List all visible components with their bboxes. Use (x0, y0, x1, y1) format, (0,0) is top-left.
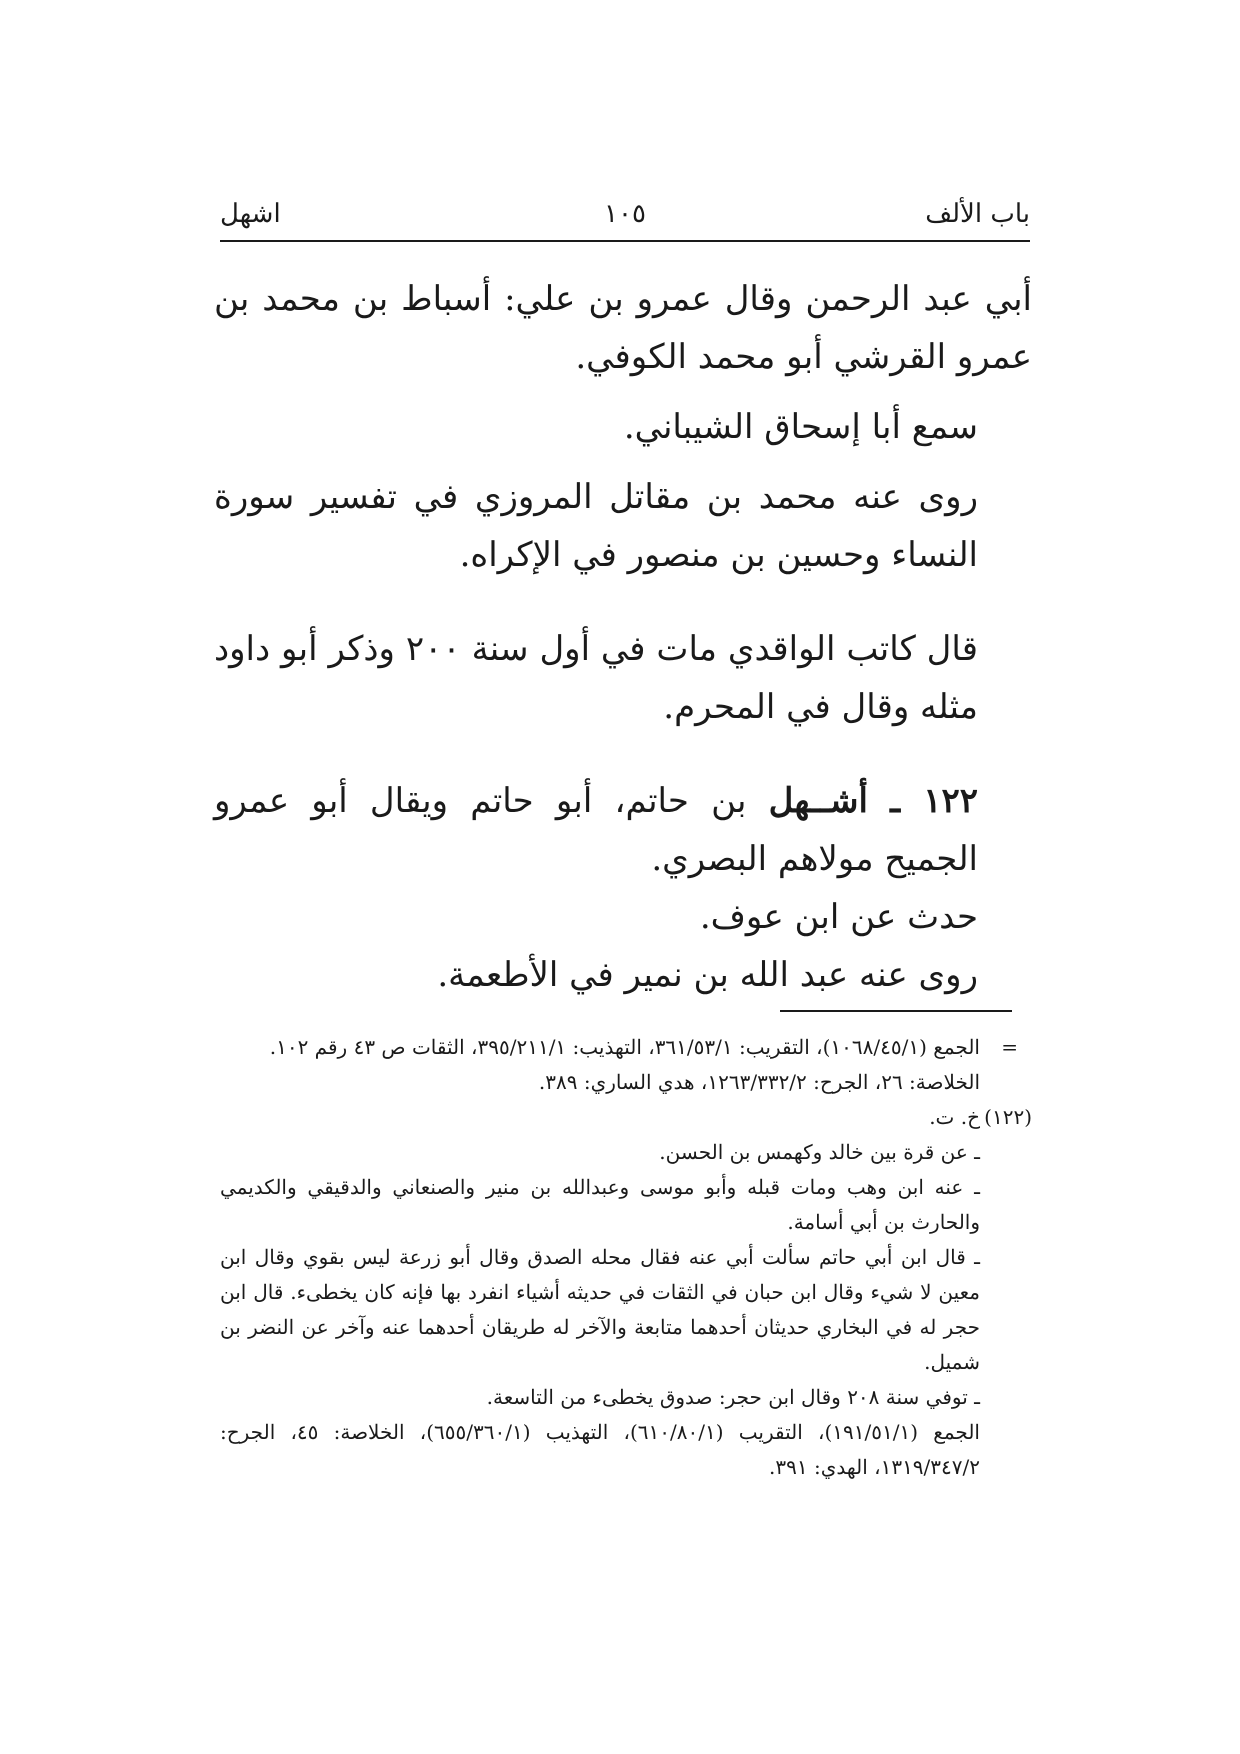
footnote-122 (220, 1100, 1032, 1485)
chapter-title: باب الألف (925, 199, 1030, 229)
header-rule (220, 240, 1030, 242)
footnote-text: الجمع (١٠٦٨/٤٥/١)، التقريب: ٣٦١/٥٣/١، التهذيب: ٣٩٥/٢١١/١، الثقات ص ٤٣ رقم ١٠٢. (269, 1035, 980, 1059)
page-number: ١٠٥ (604, 199, 646, 229)
paragraph-narrated-from: حدث عن ابن عوف. (699, 897, 978, 937)
paragraph-transmitted-by: روى عنه عبد الله بن نمير في الأطعمة. (437, 955, 978, 995)
entry-heading (214, 772, 1032, 888)
paragraph-narrated-by: روى عنه محمد بن مقاتل المروزي في تفسير سورة النساء وحسين بن منصور في الإكراه. (214, 477, 978, 575)
footnote-text: ـ توفي سنة ٢٠٨ وقال ابن حجر: صدوق يخطىء من التاسعة. (486, 1385, 980, 1409)
footnote-separator (780, 1010, 1012, 1012)
footnote-text: خ. ت. (929, 1105, 980, 1129)
entry-description: بن حاتم، أبو حاتم ويقال أبو عمرو الجميح مولاهم البصري. (214, 781, 978, 879)
entry-number: ١٢٢ ـ (890, 781, 979, 821)
footnotes (220, 1030, 1032, 1485)
paragraph-continuation: أبي عبد الرحمن وقال عمرو بن علي: أسباط بن محمد بن عمرو القرشي أبو محمد الكوفي. (214, 279, 1032, 377)
footnote-marker: (١٢٢) (984, 1105, 1032, 1129)
entry-keyword: اشهل (220, 199, 281, 229)
footnote-text: ـ عن قرة بين خالد وكهمس بن الحسن. (659, 1140, 980, 1164)
footnote-text: الجمع (١٩١/٥١/١)، التقريب (٦١٠/٨٠/١)، التهذيب (٦٥٥/٣٦٠/١)، الخلاصة: ٤٥، الجرح: ١٣١٩/٣٤٧/٢، الهدي: ٣٩١. (220, 1420, 980, 1479)
running-head (220, 194, 1030, 246)
paragraph-heard-from: سمع أبا إسحاق الشيباني. (623, 407, 978, 447)
footnote-continuation (220, 1030, 1032, 1100)
entry-name: أشــهل (768, 781, 868, 821)
footnote-text: ـ قال ابن أبي حاتم سألت أبي عنه فقال محله الصدق وقال أبو زرعة ليس بقوي وقال ابن معين لا شيء وقال ابن حبان في الثقات في حديثه أشياء انفرد بها فإنه كان يخطىء. قال ابن حجر له في البخاري حديثان أحدهما متابعة والآخر له طريقان أحدهما عنه وآخر عن النضر بن شميل. (220, 1245, 980, 1374)
footnote-text: الخلاصة: ٢٦، الجرح: ١٢٦٣/٣٣٢/٢، هدي الساري: ٣٨٩. (538, 1070, 980, 1094)
main-text (214, 270, 1032, 1004)
footnote-text: ـ عنه ابن وهب ومات قبله وأبو موسى وعبدالله بن منير والصنعاني والدقيقي والكديمي والحارث بن أبي أسامة. (220, 1175, 980, 1234)
continuation-marker: = (1001, 1035, 1018, 1059)
paragraph-death-date: قال كاتب الواقدي مات في أول سنة ٢٠٠ وذكر أبو داود مثله وقال في المحرم. (214, 629, 978, 727)
